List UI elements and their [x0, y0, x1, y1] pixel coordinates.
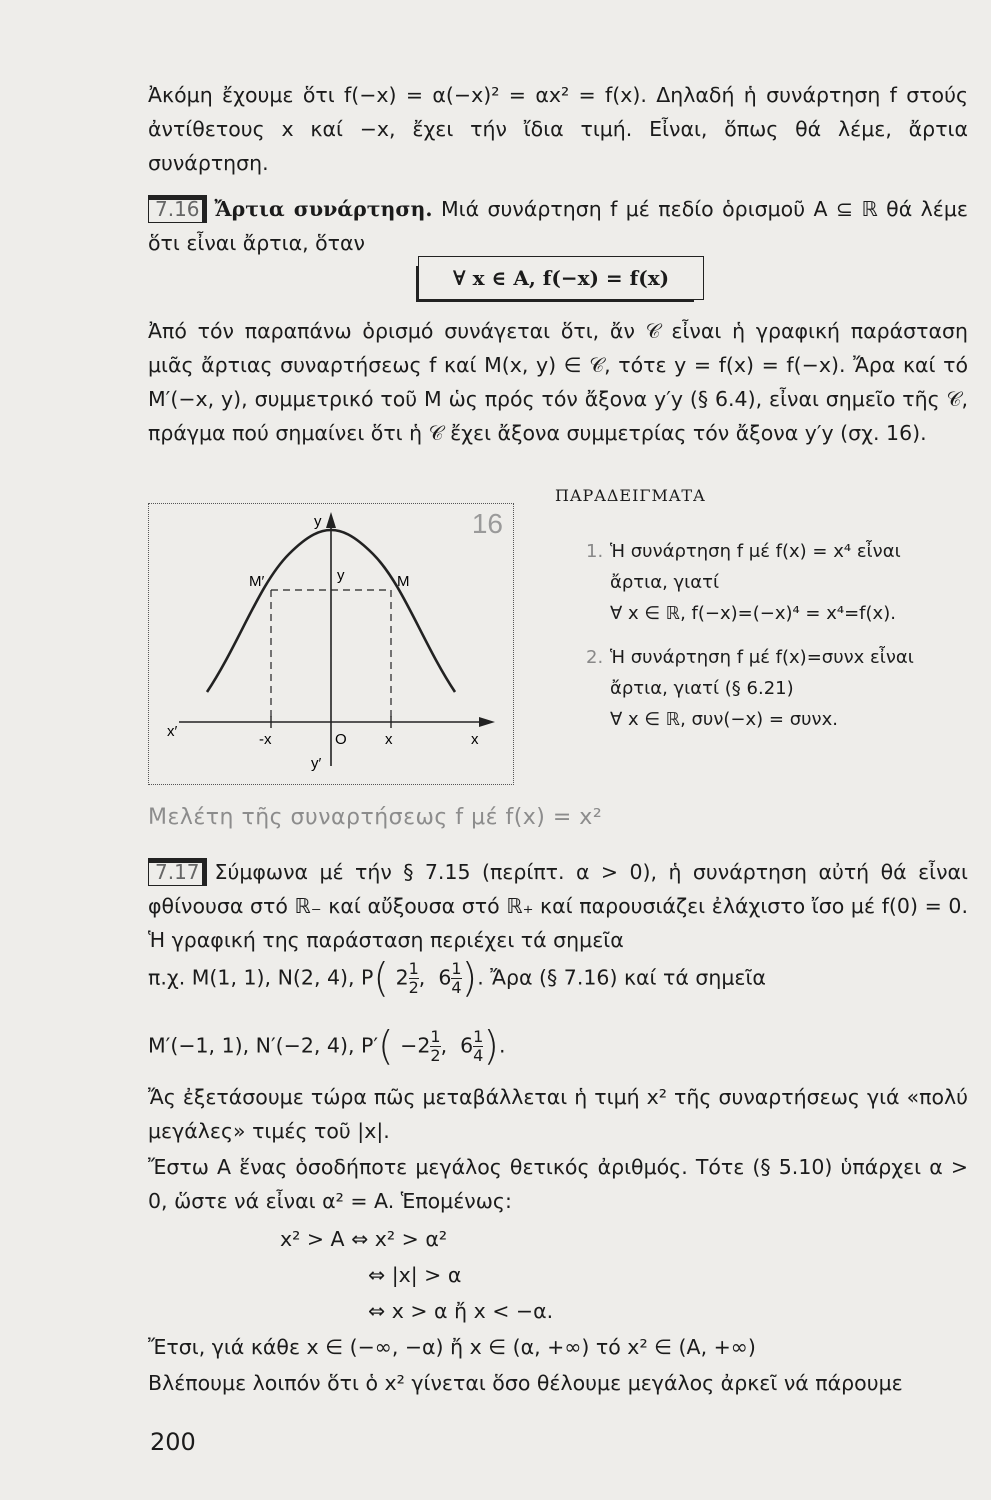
paragraph-continue: Βλέπουμε λοιπόν ὅτι ὁ x² γίνεται ὅσο θέλουμε μεγάλος ἀρκεῖ νά πάρουμε [148, 1371, 903, 1395]
fraction: $\frac{1}{4}$ [473, 1027, 484, 1065]
section-7-16 [148, 192, 968, 260]
section-number: 7.16 [148, 195, 207, 223]
example-number: 1. [586, 541, 604, 562]
y-axis-arrow [326, 512, 336, 528]
page-number: 200 [150, 1428, 196, 1456]
example-1 [586, 536, 980, 629]
example-line: ἄρτια, γιατί (§ 6.21) [610, 678, 794, 699]
section-text: Μιά συνάρτηση f μέ πεδίο ὁρισμοῦ A ⊆ ℝ θά λέμε ὅτι εἶναι ἄρτια, ὅταν [148, 197, 968, 255]
example-line: ∀ x ∈ ℝ, f(−x)=(−x)⁴ = x⁴=f(x). [610, 603, 896, 624]
example-line: ἄρτια, γιατί [610, 572, 720, 593]
figure-number: 16 [471, 508, 503, 539]
example-2 [586, 642, 980, 735]
points-text: . Ἄρα (§ 7.16) καί τά σημεῖα [477, 965, 766, 990]
examples-title: ΠΑΡΑΔΕΙΓΜΑΤΑ [555, 486, 706, 505]
section-title: Ἄρτια συνάρτηση. [214, 197, 433, 221]
example-line: Ἡ συνάρτηση f μέ f(x) = x⁴ εἶναι [610, 541, 901, 562]
intro-paragraph: Ἀκόμη ἔχουμε ὅτι f(−x) = α(−x)² = αx² = f(x). Δηλαδή ἡ συνάρτηση f στούς ἀντίθετους x καί −x, ἔχει τήν ἴδια τιμή. Εἶναι, ὅπως θά λέμε, ἄρτια συνάρτηση. [148, 83, 968, 175]
parabola-graph [149, 504, 513, 784]
points-text: π.χ. M(1, 1), N(2, 4), P [148, 965, 374, 990]
section-7-17 [148, 855, 968, 957]
mixed-whole: −2 [400, 1033, 431, 1058]
equivalence-2: ⇔ |x| > α [368, 1263, 462, 1287]
label-y-prime: y′ [311, 755, 322, 772]
points-line-2: M′(−1, 1), N′(−2, 4), P′( −2 $\frac{1}{2}$ , 6 $\frac{1}{4}$ ). [148, 1023, 506, 1070]
section-heading: Μελέτη τῆς συναρτήσεως f μέ f(x) = x² [148, 805, 603, 830]
label-x-axis: x [471, 731, 479, 748]
mixed-whole: 6 [438, 965, 452, 990]
label-y-mid: y [337, 567, 345, 584]
example-line: Ἡ συνάρτηση f μέ f(x)=συνx εἶναι [610, 647, 914, 668]
label-origin: O [335, 731, 347, 748]
label-x-prime: x′ [167, 723, 178, 740]
label-m: M [397, 573, 410, 590]
example-line: ∀ x ∈ ℝ, συν(−x) = συνx. [610, 709, 838, 730]
mixed-whole: 2 [395, 965, 409, 990]
equivalence-1: x² > A ⇔ x² > α² [280, 1227, 448, 1251]
section-number: 7.17 [148, 858, 207, 886]
example-number: 2. [586, 647, 604, 668]
definition-consequence: Ἀπό τόν παραπάνω ὁρισμό συνάγεται ὅτι, ἄν 𝒞 εἶναι ἡ γραφική παράσταση μιᾶς ἄρτιας συναρτήσεως f καί M(x, y) ∈ 𝒞, τότε y = f(x) = f(−x). Ἄρα καί τό M′(−x, y), συμμετρικό τοῦ M ὡς πρός τόν ἄξονα y′y (§ 6.4), εἶναι σημεῖο τῆς 𝒞, πράγμα πού σημαίνει ὅτι ἡ 𝒞 ἔχει ἄξονα συμμετρίας τόν ἄξονα y′y (σχ. 16). [148, 319, 968, 445]
points-text: M′(−1, 1), N′(−2, 4), P′ [148, 1033, 378, 1058]
fraction: $\frac{1}{2}$ [408, 959, 419, 997]
section-text: Σύμφωνα μέ τήν § 7.15 (περίπτ. α > 0), ἡ συνάρτηση αὐτή θά εἶναι φθίνουσα στό ℝ₋ καί αὔξουσα στό ℝ₊ καί παρουσιάζει ἐλάχιστο ἴσο μέ f(0) = 0. Ἡ γραφική της παράσταση περιέχει τά σημεῖα [148, 860, 968, 952]
paragraph-assumption: Ἔστω A ἕνας ὁσοδήποτε μεγάλος θετικός ἀριθμός. Τότε (§ 5.10) ὑπάρχει α > 0, ὥστε νά εἶναι α² = A. Ἑπομένως: [148, 1155, 968, 1213]
label-y-top: y [314, 513, 322, 530]
even-function-definition: ∀ x ∈ A, f(−x) = f(x) [418, 256, 704, 300]
mixed-whole: 6 [460, 1033, 474, 1058]
label-m-prime: M′ [249, 573, 265, 590]
paragraph-variation: Ἄς ἐξετάσουμε τώρα πῶς μεταβάλλεται ἡ τιμή x² τῆς συναρτήσεως γιά «πολύ μεγάλες» τιμές τοῦ |x|. [148, 1085, 968, 1143]
points-line-1: π.χ. M(1, 1), N(2, 4), P( 2 $\frac{1}{2}$ , 6 $\frac{1}{4}$ ). Ἄρα (§ 7.16) καί τά σημεῖα [148, 955, 766, 1002]
fraction: $\frac{1}{2}$ [430, 1027, 441, 1065]
figure-16 [148, 503, 514, 785]
equivalence-3: ⇔ x > α ἤ x < −α. [368, 1299, 554, 1323]
fraction: $\frac{1}{4}$ [451, 959, 462, 997]
label-x-tick: x [385, 731, 393, 748]
x-axis-arrow [479, 717, 495, 727]
paragraph-conclusion: Ἔτσι, γιά κάθε x ∈ (−∞, −α) ἤ x ∈ (α, +∞) τό x² ∈ (A, +∞) [148, 1335, 756, 1359]
label-neg-x: -x [259, 731, 272, 748]
